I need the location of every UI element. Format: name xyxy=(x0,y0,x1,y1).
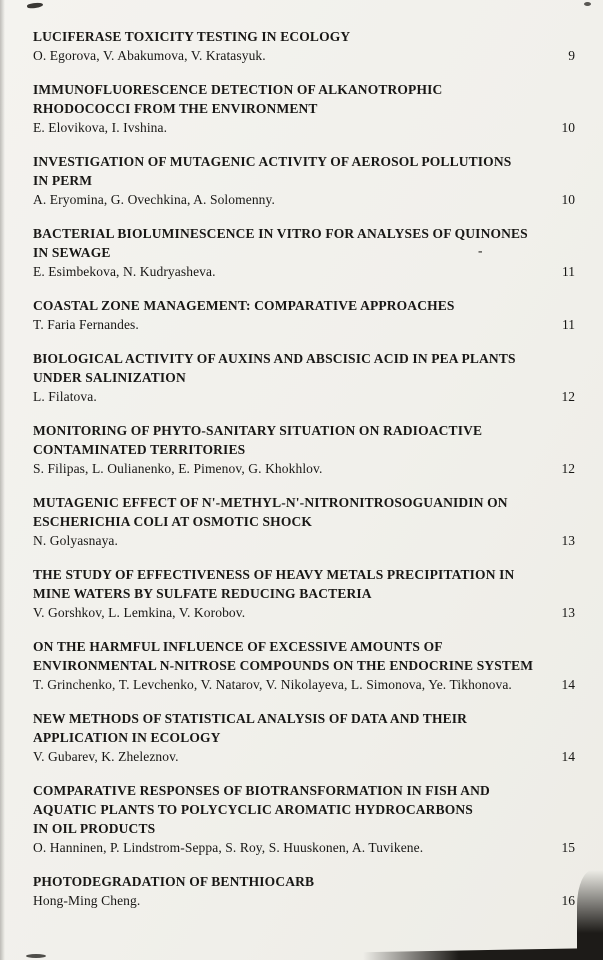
entry-page-number: 12 xyxy=(561,389,575,404)
toc-entry xyxy=(33,296,575,334)
entry-authors: S. Filipas, L. Oulianenko, E. Pimenov, G. Khokhlov. xyxy=(33,461,323,476)
entry-title-line: ESCHERICHIA COLI AT OSMOTIC SHOCK xyxy=(33,514,313,529)
entry-title-line: THE STUDY OF EFFECTIVENESS OF HEAVY METALS PRECIPITATION IN xyxy=(33,567,515,582)
toc-entry xyxy=(33,565,575,622)
entry-title-line: IN PERM xyxy=(33,173,93,188)
entry-authors: O. Egorova, V. Abakumova, V. Kratasyuk. xyxy=(33,48,266,63)
entry-authors: T. Grinchenko, T. Levchenko, V. Natarov, V. Nikolayeva, L. Simonova, Ye. Tikhonova. xyxy=(33,677,512,692)
scan-artifact-left-edge xyxy=(0,0,5,960)
entry-authors: V. Gubarev, K. Zheleznov. xyxy=(33,749,179,764)
entry-page-number: 11 xyxy=(562,264,575,279)
entry-title xyxy=(33,27,543,46)
entry-title-line: MINE WATERS BY SULFATE REDUCING BACTERIA xyxy=(33,586,372,601)
entry-authors: O. Hanninen, P. Lindstrom-Seppa, S. Roy, S. Huuskonen, A. Tuvikene. xyxy=(33,840,424,855)
entry-title-line: PHOTODEGRADATION OF BENTHIOCARB xyxy=(33,874,315,889)
entry-title xyxy=(33,224,543,262)
entry-title-line: CONTAMINATED TERRITORIES xyxy=(33,442,246,457)
entry-title xyxy=(33,872,543,891)
entry-page-number: 13 xyxy=(561,605,575,620)
toc-entry xyxy=(33,781,575,857)
entry-page-number: 9 xyxy=(568,48,575,63)
entry-title-line: BACTERIAL BIOLUMINESCENCE IN VITRO FOR ANALYSES OF QUINONES xyxy=(33,226,528,241)
entry-title-line: RHODOCOCCI FROM THE ENVIRONMENT xyxy=(33,101,318,116)
entry-title-line: INVESTIGATION OF MUTAGENIC ACTIVITY OF AEROSOL POLLUTIONS xyxy=(33,154,512,169)
entry-authors: Hong-Ming Cheng. xyxy=(33,893,141,908)
toc-entry xyxy=(33,349,575,406)
entry-title-line: NEW METHODS OF STATISTICAL ANALYSIS OF DATA AND THEIR xyxy=(33,711,468,726)
entry-main xyxy=(33,152,543,209)
entry-authors: T. Faria Fernandes. xyxy=(33,317,139,332)
entry-title-line: IN SEWAGE xyxy=(33,245,111,260)
entry-main xyxy=(33,637,543,694)
entry-title xyxy=(33,709,543,747)
entry-authors: A. Eryomina, G. Ovechkina, A. Solomenny. xyxy=(33,192,275,207)
toc-entry xyxy=(33,224,575,281)
entry-title xyxy=(33,421,543,459)
entry-title-line: COASTAL ZONE MANAGEMENT: COMPARATIVE APPROACHES xyxy=(33,298,455,313)
scan-artifact-bottom-right-corner xyxy=(577,870,603,960)
entry-page-number: 10 xyxy=(561,120,575,135)
toc-entry xyxy=(33,709,575,766)
entry-title xyxy=(33,637,543,675)
entry-title-line: LUCIFERASE TOXICITY TESTING IN ECOLOGY xyxy=(33,29,351,44)
entry-title-line: MONITORING OF PHYTO-SANITARY SITUATION ON RADIOACTIVE xyxy=(33,423,483,438)
entry-main xyxy=(33,296,543,334)
entry-main xyxy=(33,27,543,65)
entry-main xyxy=(33,709,543,766)
toc-entry xyxy=(33,421,575,478)
entry-title xyxy=(33,152,543,190)
entry-page-number: 14 xyxy=(561,749,575,764)
entry-main xyxy=(33,565,543,622)
entry-title-line: ENVIRONMENTAL N-NITROSE COMPOUNDS ON THE ENDOCRINE SYSTEM xyxy=(33,658,534,673)
entry-title-line: BIOLOGICAL ACTIVITY OF AUXINS AND ABSCISIC ACID IN PEA PLANTS xyxy=(33,351,516,366)
entry-title-line: COMPARATIVE RESPONSES OF BIOTRANSFORMATION IN FISH AND xyxy=(33,783,490,798)
toc-entry xyxy=(33,872,575,910)
entry-authors: V. Gorshkov, L. Lemkina, V. Korobov. xyxy=(33,605,246,620)
entry-main xyxy=(33,349,543,406)
entry-title xyxy=(33,80,543,118)
entry-title xyxy=(33,493,543,531)
entry-main xyxy=(33,224,543,281)
entry-main xyxy=(33,421,543,478)
entry-page-number: 12 xyxy=(561,461,575,476)
entry-title-line: ON THE HARMFUL INFLUENCE OF EXCESSIVE AMOUNTS OF xyxy=(33,639,443,654)
entry-authors: L. Filatova. xyxy=(33,389,97,404)
entry-title-line: IMMUNOFLUORESCENCE DETECTION OF ALKANOTROPHIC xyxy=(33,82,443,97)
entry-authors: N. Golyasnaya. xyxy=(33,533,119,548)
entry-title xyxy=(33,349,543,387)
toc-entry xyxy=(33,637,575,694)
toc-entry xyxy=(33,493,575,550)
entry-authors: E. Elovikova, I. Ivshina. xyxy=(33,120,168,135)
entry-main xyxy=(33,872,543,910)
entry-title xyxy=(33,781,543,838)
toc-entry xyxy=(33,152,575,209)
toc-entry xyxy=(33,80,575,137)
entry-authors: E. Esimbekova, N. Kudryasheva. xyxy=(33,264,216,279)
scan-artifact-bottom-left xyxy=(26,954,46,958)
toc-entry xyxy=(33,27,575,65)
entry-page-number: 11 xyxy=(562,317,575,332)
entry-title-line: AQUATIC PLANTS TO POLYCYCLIC AROMATIC HYDROCARBONS xyxy=(33,802,473,817)
entry-page-number: 15 xyxy=(561,840,575,855)
scan-artifact-top-right xyxy=(584,2,591,6)
entry-title-line: UNDER SALINIZATION xyxy=(33,370,186,385)
toc-entries xyxy=(33,27,575,925)
entry-main xyxy=(33,493,543,550)
entry-title xyxy=(33,565,543,603)
entry-title-line: APPLICATION IN ECOLOGY xyxy=(33,730,221,745)
scan-artifact-bottom-band xyxy=(363,948,603,960)
entry-page-number: 13 xyxy=(561,533,575,548)
entry-title xyxy=(33,296,543,315)
entry-page-number: 16 xyxy=(561,893,575,908)
scan-stray-dash: - xyxy=(478,243,483,258)
entry-main xyxy=(33,781,543,857)
entry-page-number: 10 xyxy=(561,192,575,207)
entry-title-line: IN OIL PRODUCTS xyxy=(33,821,156,836)
entry-main xyxy=(33,80,543,137)
entry-page-number: 14 xyxy=(561,677,575,692)
entry-title-line: MUTAGENIC EFFECT OF N'-METHYL-N'-NITRONITROSOGUANIDIN ON xyxy=(33,495,508,510)
scan-artifact-top-left xyxy=(27,2,44,9)
